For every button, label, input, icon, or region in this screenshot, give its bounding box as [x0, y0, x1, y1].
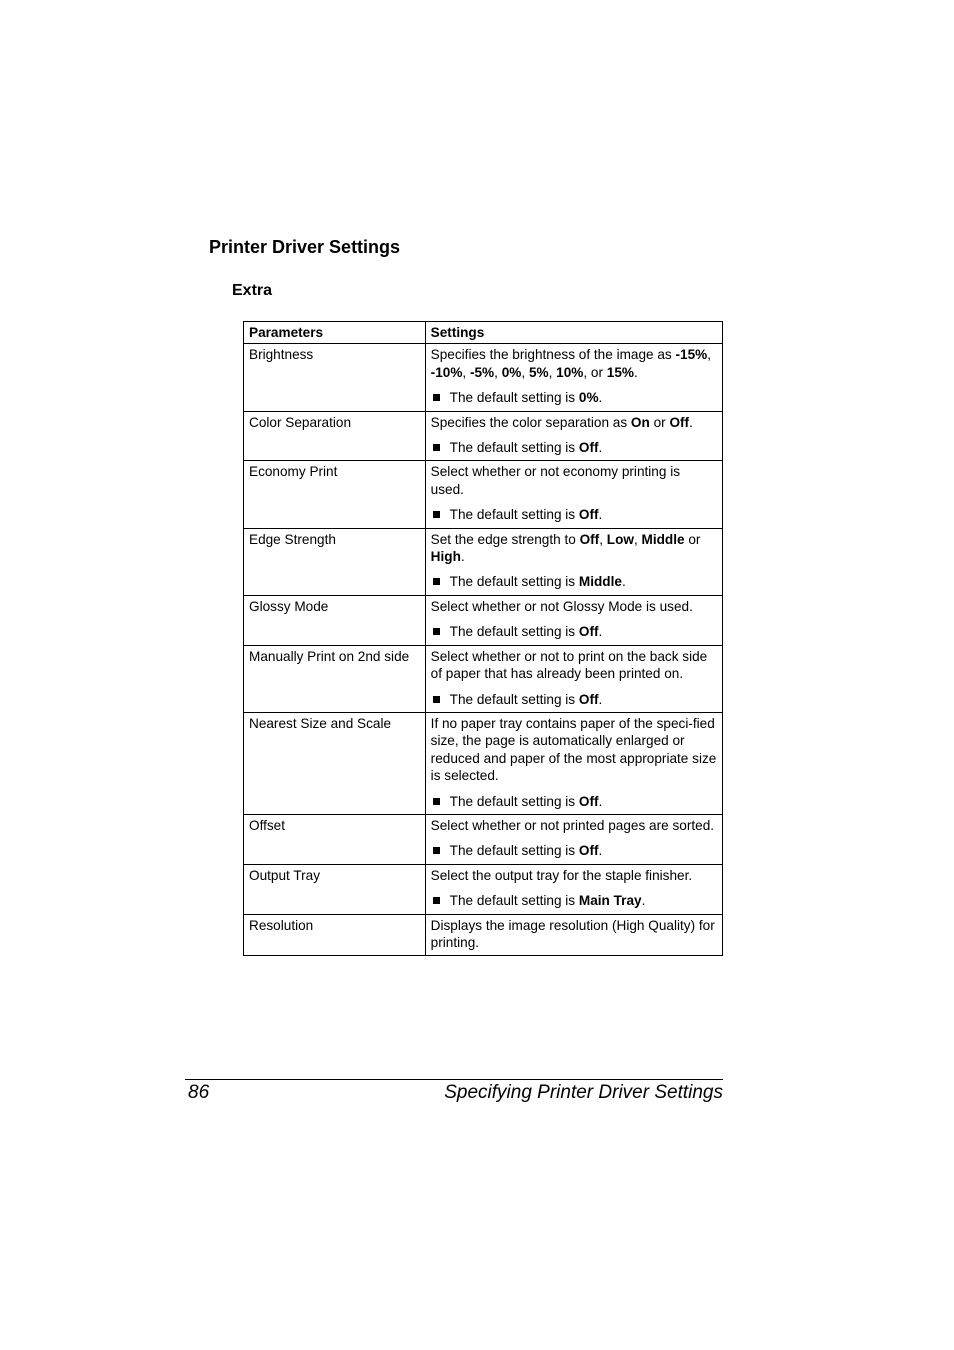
text-run: Displays the image resolution (High Quality) for printing.: [430, 917, 715, 950]
square-bullet-icon: [433, 798, 440, 805]
parameter-name: Brightness: [244, 344, 426, 411]
footer-rule: [185, 1079, 723, 1080]
bold-value: -15%: [675, 347, 708, 363]
parameter-name: Offset: [244, 814, 426, 864]
bold-value: Off: [578, 440, 599, 456]
table-row: [244, 864, 723, 914]
setting-description: [431, 531, 717, 566]
text-run: Select whether or not printed pages are sorted.: [430, 817, 715, 833]
table-row: [244, 814, 723, 864]
text-run: The default setting is: [449, 843, 579, 859]
text-run: .: [598, 624, 603, 640]
bold-value: Off: [578, 843, 599, 859]
setting-description: [431, 917, 717, 952]
bold-value: -5%: [469, 364, 495, 380]
setting-cell: [425, 645, 722, 712]
text-run: Set the edge strength to: [430, 531, 580, 547]
default-setting: [431, 842, 717, 859]
bold-value: Off: [578, 624, 599, 640]
text-run: The default setting is: [449, 624, 579, 640]
bold-value: 15%: [606, 364, 635, 380]
text-run: The default setting is: [449, 390, 579, 406]
bold-value: High: [430, 549, 461, 565]
text-run: The default setting is: [449, 793, 579, 809]
table-row: [244, 461, 723, 528]
bold-value: Off: [669, 414, 690, 430]
default-setting: [431, 691, 717, 708]
square-bullet-icon: [433, 394, 440, 401]
text-run: The default setting is: [449, 574, 579, 590]
parameters-table: [243, 321, 723, 956]
text-run: ,: [548, 364, 557, 380]
bold-value: Off: [579, 531, 600, 547]
text-run: .: [598, 843, 603, 859]
default-setting: [431, 506, 717, 523]
running-title: Specifying Printer Driver Settings: [444, 1082, 723, 1103]
text-run: The default setting is: [449, 691, 579, 707]
parameter-name: Nearest Size and Scale: [244, 712, 426, 814]
text-run: If no paper tray contains paper of the speci-fied size, the page is automatically enlarged or reduced and paper of the most appropriate size is selected.: [430, 715, 717, 784]
setting-cell: [425, 411, 722, 461]
table-body: [244, 344, 723, 956]
setting-cell: [425, 914, 722, 956]
default-setting: [431, 623, 717, 640]
bold-value: 0%: [578, 390, 599, 406]
square-bullet-icon: [433, 696, 440, 703]
bold-value: 10%: [556, 364, 584, 380]
square-bullet-icon: [433, 628, 440, 635]
text-run: .: [621, 574, 626, 590]
text-run: .: [598, 691, 603, 707]
parameter-name: Output Tray: [244, 864, 426, 914]
bold-value: Middle: [578, 574, 622, 590]
subsection-title: Extra: [232, 282, 273, 299]
text-run: The default setting is: [449, 893, 579, 909]
setting-description: [431, 817, 717, 834]
bold-value: Main Tray: [578, 893, 642, 909]
setting-cell: [425, 344, 722, 411]
table-row: [244, 528, 723, 595]
text-run: Specifies the brightness of the image as: [430, 347, 676, 363]
header-settings: Settings: [425, 322, 722, 344]
bold-value: Off: [578, 691, 599, 707]
page-number: 86: [188, 1082, 210, 1103]
text-run: The default setting is: [449, 440, 579, 456]
bold-value: 5%: [528, 364, 549, 380]
bold-value: On: [630, 414, 650, 430]
text-run: ,: [462, 364, 470, 380]
setting-cell: [425, 864, 722, 914]
setting-cell: [425, 528, 722, 595]
text-run: .: [641, 893, 646, 909]
setting-cell: [425, 712, 722, 814]
parameter-name: Manually Print on 2nd side: [244, 645, 426, 712]
square-bullet-icon: [433, 578, 440, 585]
default-setting: [431, 793, 717, 810]
bold-value: Middle: [641, 531, 685, 547]
default-setting: [431, 892, 717, 909]
text-run: .: [689, 414, 693, 430]
square-bullet-icon: [433, 444, 440, 451]
table-row: [244, 595, 723, 645]
default-setting: [431, 389, 717, 406]
setting-description: [431, 648, 717, 683]
bold-value: Off: [578, 793, 599, 809]
text-run: or: [649, 414, 670, 430]
setting-cell: [425, 595, 722, 645]
text-run: .: [634, 364, 638, 380]
text-run: ,: [599, 531, 607, 547]
header-parameters: Parameters: [244, 322, 426, 344]
parameter-name: Resolution: [244, 914, 426, 956]
text-run: , or: [583, 364, 607, 380]
text-run: .: [598, 440, 603, 456]
setting-cell: [425, 814, 722, 864]
table-row: [244, 645, 723, 712]
setting-description: [431, 867, 717, 884]
default-setting: [431, 573, 717, 590]
square-bullet-icon: [433, 511, 440, 518]
table-row: [244, 712, 723, 814]
parameter-name: Economy Print: [244, 461, 426, 528]
setting-description: [431, 414, 717, 431]
setting-description: [431, 346, 717, 381]
setting-description: [431, 463, 717, 498]
bold-value: Off: [578, 507, 599, 523]
square-bullet-icon: [433, 847, 440, 854]
parameter-name: Glossy Mode: [244, 595, 426, 645]
text-run: The default setting is: [449, 507, 579, 523]
section-title: Printer Driver Settings: [209, 237, 401, 257]
setting-description: [431, 715, 717, 785]
bold-value: 0%: [501, 364, 522, 380]
text-run: Select whether or not to print on the back side of paper that has already been printed on.: [430, 648, 708, 682]
parameter-name: Color Separation: [244, 411, 426, 461]
square-bullet-icon: [433, 897, 440, 904]
text-run: Select whether or not economy printing is used.: [430, 464, 681, 497]
setting-description: [431, 598, 717, 615]
text-run: or: [684, 531, 701, 547]
bold-value: Low: [606, 531, 634, 547]
table-row: [244, 411, 723, 461]
text-run: ,: [521, 364, 529, 380]
text-run: ,: [494, 364, 502, 380]
text-run: Specifies the color separation as: [430, 414, 631, 430]
setting-cell: [425, 461, 722, 528]
text-run: ,: [633, 531, 642, 547]
default-setting: [431, 439, 717, 456]
text-run: .: [598, 390, 603, 406]
text-run: .: [460, 549, 465, 565]
text-run: .: [598, 507, 603, 523]
table-row: [244, 914, 723, 956]
text-run: Select whether or not Glossy Mode is used.: [430, 598, 693, 614]
text-run: .: [598, 793, 603, 809]
parameter-name: Edge Strength: [244, 528, 426, 595]
table-header-row: [244, 322, 723, 344]
table-row: [244, 344, 723, 411]
bold-value: -10%: [430, 364, 463, 380]
text-run: Select the output tray for the staple finisher.: [430, 867, 693, 883]
text-run: ,: [707, 347, 712, 363]
